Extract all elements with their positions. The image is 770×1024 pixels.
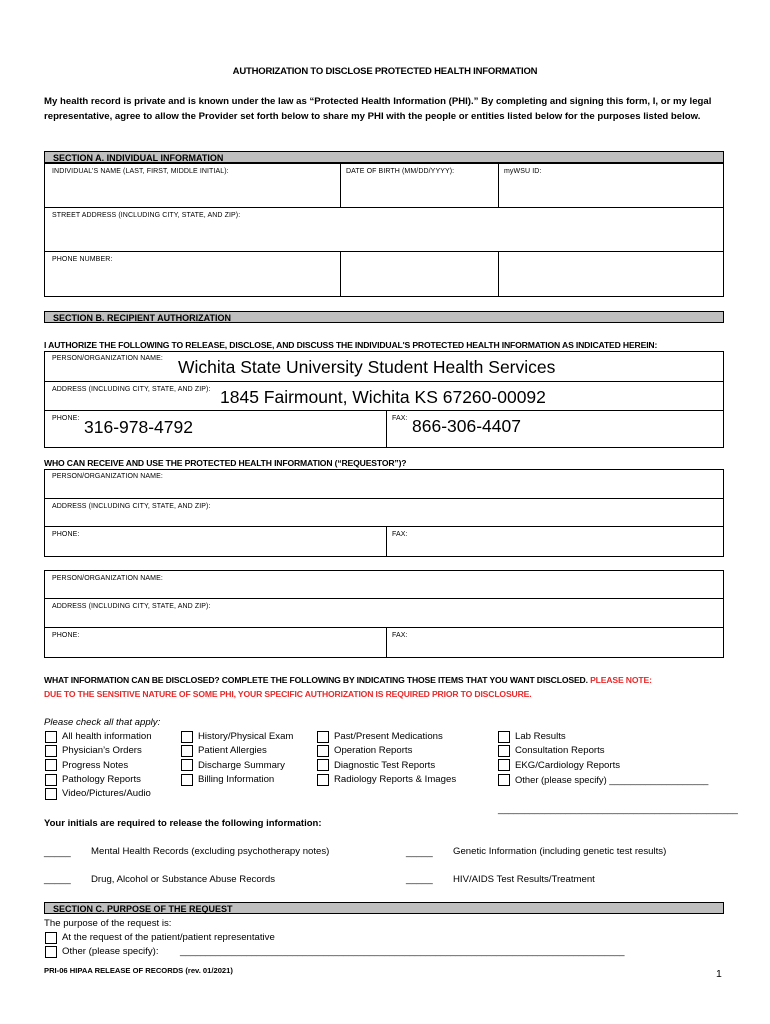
mywsu-id-label: myWSU ID:: [504, 168, 542, 175]
checkbox-radiology-reports[interactable]: [317, 774, 329, 786]
checkbox-label: Operation Reports: [334, 745, 413, 756]
checkbox-label: Progress Notes: [62, 760, 129, 771]
purpose-label: The purpose of the request is:: [44, 918, 172, 929]
checkbox-label: All health information: [62, 731, 152, 742]
initials-blank-genetic[interactable]: _____: [406, 847, 433, 858]
checkbox-history-physical[interactable]: [181, 731, 193, 743]
checkbox-patient-allergies[interactable]: [181, 745, 193, 757]
disclose-question-text: WHAT INFORMATION CAN BE DISCLOSED? COMPLETE THE FOLLOWING BY INDICATING THOSE ITEMS THAT YOU WANT DISCLOSED.: [44, 675, 588, 685]
checkbox-patient-request[interactable]: [45, 932, 57, 944]
checkbox-label: History/Physical Exam: [198, 731, 294, 742]
divider: [340, 163, 341, 207]
checkbox-ekg-cardiology[interactable]: [498, 759, 510, 771]
initials-label-mental-health: Mental Health Records (excluding psychotherapy notes): [91, 846, 330, 857]
checkbox-label: Pathology Reports: [62, 774, 141, 785]
divider: [44, 251, 724, 252]
requestor-1-address-label: ADDRESS (INCLUDING CITY, STATE, AND ZIP):: [52, 503, 211, 510]
requestor-2-address-label: ADDRESS (INCLUDING CITY, STATE, AND ZIP):: [52, 603, 211, 610]
requestor-2-phone-label: PHONE:: [52, 632, 80, 639]
initials-label-hiv: HIV/AIDS Test Results/Treatment: [453, 874, 595, 885]
divider: [44, 598, 724, 599]
requestor-question: WHO CAN RECEIVE AND USE THE PROTECTED HEALTH INFORMATION (“REQUESTOR”)?: [44, 458, 407, 468]
divider: [44, 410, 724, 411]
checkbox-label: Physician’s Orders: [62, 745, 142, 756]
checkbox-other-label: Other (please specify) ___________________: [515, 774, 709, 785]
form-footer: PRI-06 HIPAA RELEASE OF RECORDS (rev. 01/2021): [44, 966, 233, 975]
patient-request-label: At the request of the patient/patient representative: [62, 932, 275, 943]
requestor-2-org-label: PERSON/ORGANIZATION NAME:: [52, 575, 163, 582]
section-a-heading: SECTION A. INDIVIDUAL INFORMATION: [44, 151, 724, 163]
divider: [498, 163, 499, 207]
requestor-1-fax-label: FAX:: [392, 531, 408, 538]
initials-blank-mental-health[interactable]: _____: [44, 847, 71, 858]
checkbox-progress-notes[interactable]: [45, 759, 57, 771]
divider: [44, 381, 724, 382]
check-prompt: Please check all that apply:: [44, 717, 161, 728]
divider: [386, 627, 387, 658]
checkbox-label: Consultation Reports: [515, 745, 605, 756]
checkbox-label: Radiology Reports & Images: [334, 774, 457, 785]
provider-fax-label: FAX:: [392, 415, 408, 422]
requestor-1-box: [44, 469, 724, 557]
checkbox-video-pictures-audio[interactable]: [45, 788, 57, 800]
please-note-label: PLEASE NOTE:: [590, 675, 652, 685]
checkbox-billing-information[interactable]: [181, 774, 193, 786]
checkbox-medications[interactable]: [317, 731, 329, 743]
divider: [44, 526, 724, 527]
divider: [44, 627, 724, 628]
checkbox-label: Past/Present Medications: [334, 731, 443, 742]
checkbox-all-health-info[interactable]: [45, 731, 57, 743]
divider: [498, 251, 499, 297]
initials-blank-substance[interactable]: _____: [44, 874, 71, 885]
checkbox-label: Discharge Summary: [198, 760, 285, 771]
checkbox-operation-reports[interactable]: [317, 745, 329, 757]
sensitive-note: DUE TO THE SENSITIVE NATURE OF SOME PHI, YOUR SPECIFIC AUTHORIZATION IS REQUIRED PRIOR TO DISCLOSURE.: [44, 689, 532, 699]
checkbox-label: EKG/Cardiology Reports: [515, 760, 621, 771]
divider: [44, 498, 724, 499]
checkbox-other-purpose[interactable]: [45, 946, 57, 958]
provider-address-label: ADDRESS (INCLUDING CITY, STATE, AND ZIP):: [52, 386, 211, 393]
checkbox-physicians-orders[interactable]: [45, 745, 57, 757]
authorize-statement: I AUTHORIZE THE FOLLOWING TO RELEASE, DISCLOSE, AND DISCUSS THE INDIVIDUAL'S PROTECTED HEALTH INFORMATION AS INDICATED HEREIN:: [44, 340, 658, 350]
checkbox-label: Lab Results: [515, 731, 566, 742]
section-b-heading: SECTION B. RECIPIENT AUTHORIZATION: [44, 311, 724, 323]
requestor-1-phone-label: PHONE:: [52, 531, 80, 538]
page-number: 1: [716, 968, 722, 980]
checkbox-consultation-reports[interactable]: [498, 745, 510, 757]
intro-paragraph: My health record is private and is known under the law as “Protected Health Information (PHI).” By completing and signing this form, I, or my legal representative, agree to allow the Provider set forth below to share my PHI with the people or entities listed below for the purposes listed below.: [44, 96, 712, 122]
provider-org-value[interactable]: Wichita State University Student Health Services: [178, 357, 556, 377]
checkbox-pathology-reports[interactable]: [45, 774, 57, 786]
provider-phone-label: PHONE:: [52, 415, 80, 422]
divider: [340, 251, 341, 297]
divider: [44, 207, 724, 208]
checkbox-label: Billing Information: [198, 774, 275, 785]
other-specify-line[interactable]: ______________________________________________: [498, 803, 738, 814]
provider-phone-value[interactable]: 316-978-4792: [84, 417, 193, 437]
other-purpose-label: Other (please specify):: [62, 946, 159, 957]
initials-blank-hiv[interactable]: _____: [406, 874, 433, 885]
checkbox-lab-results[interactable]: [498, 731, 510, 743]
initials-heading: Your initials are required to release the following information:: [44, 818, 322, 829]
requestor-2-fax-label: FAX:: [392, 632, 408, 639]
requestor-2-box: [44, 570, 724, 658]
checkbox-label: Video/Pictures/Audio: [62, 788, 151, 799]
phone-number-label: PHONE NUMBER:: [52, 256, 113, 263]
divider: [386, 410, 387, 448]
section-a-box: [44, 163, 724, 297]
other-purpose-line[interactable]: _______________________________________________________________________________________: [180, 946, 625, 956]
checkbox-diagnostic-test-reports[interactable]: [317, 759, 329, 771]
provider-fax-value[interactable]: 866-306-4407: [412, 416, 521, 436]
dob-label: DATE OF BIRTH (MM/DD/YYYY):: [346, 168, 455, 175]
form-title: AUTHORIZATION TO DISCLOSE PROTECTED HEALTH INFORMATION: [232, 66, 538, 77]
divider: [386, 526, 387, 557]
checkbox-label: Diagnostic Test Reports: [334, 760, 436, 771]
provider-address-value[interactable]: 1845 Fairmount, Wichita KS 67260-00092: [220, 387, 546, 407]
initials-label-substance: Drug, Alcohol or Substance Abuse Records: [91, 874, 275, 885]
section-c-heading: SECTION C. PURPOSE OF THE REQUEST: [44, 902, 724, 914]
provider-org-label: PERSON/ORGANIZATION NAME:: [52, 355, 163, 362]
checkbox-label: Patient Allergies: [198, 745, 267, 756]
requestor-1-org-label: PERSON/ORGANIZATION NAME:: [52, 473, 163, 480]
street-address-label: STREET ADDRESS (INCLUDING CITY, STATE, AND ZIP):: [52, 212, 241, 219]
initials-label-genetic: Genetic Information (including genetic test results): [453, 846, 667, 857]
checkbox-other[interactable]: [498, 774, 510, 786]
disclose-question: [44, 675, 734, 685]
checkbox-discharge-summary[interactable]: [181, 759, 193, 771]
individual-name-label: INDIVIDUAL’S NAME (LAST, FIRST, MIDDLE INITIAL):: [52, 168, 229, 175]
